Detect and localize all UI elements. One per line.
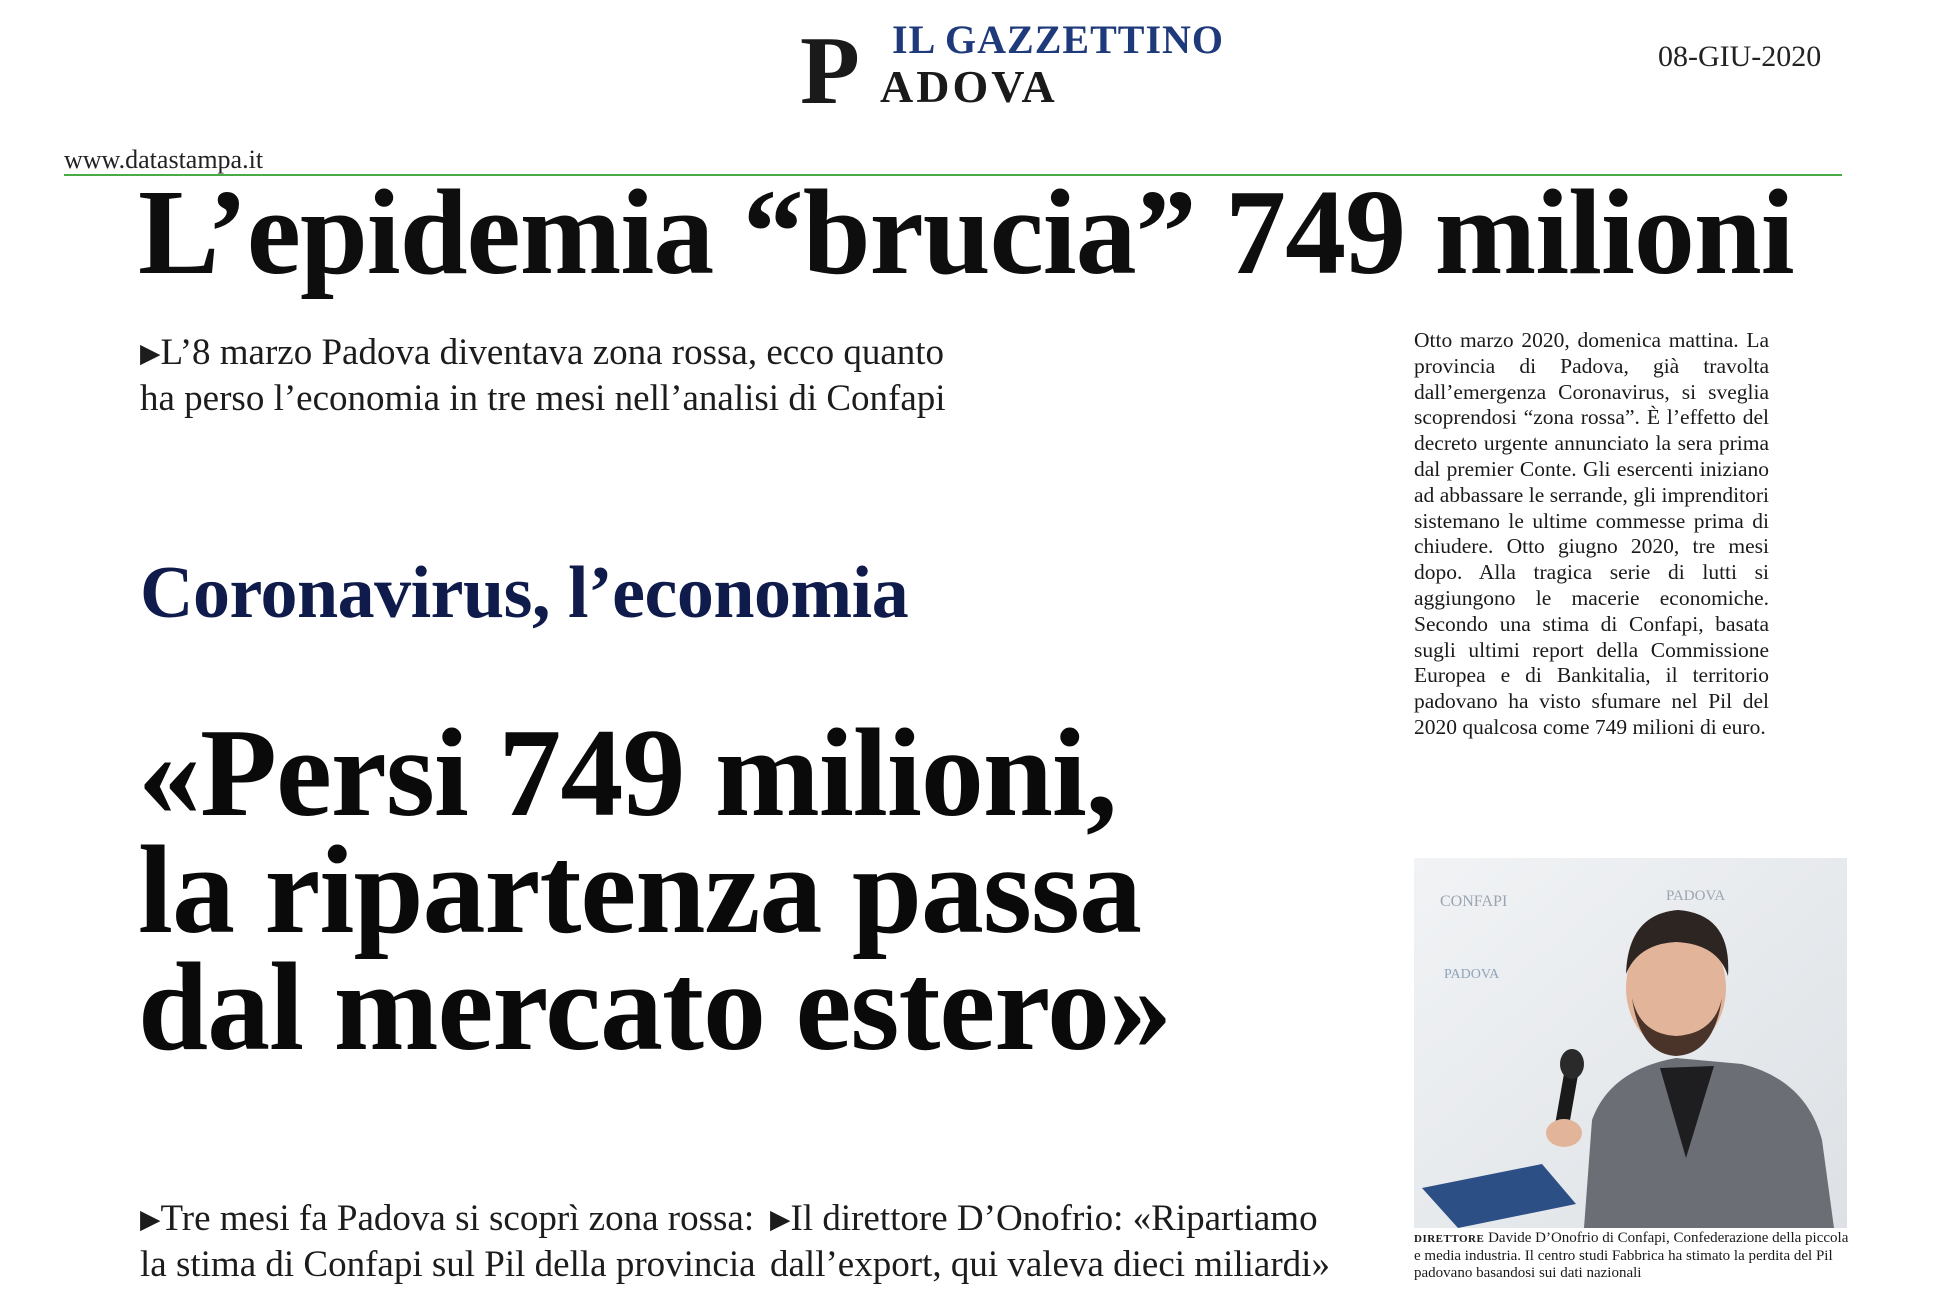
summary-line-2: ha perso l’economia in tre mesi nell’analisi di Confapi bbox=[140, 378, 946, 419]
bullet-1 bbox=[140, 1196, 756, 1288]
quote-line-3: dal mercato estero» bbox=[138, 938, 1171, 1077]
source-website: www.datastampa.it bbox=[64, 145, 264, 174]
bullet-1-line-2: la stima di Confapi sul Pil della provincia bbox=[140, 1244, 756, 1285]
summary bbox=[140, 330, 946, 422]
backdrop-text-3: PADOVA bbox=[1444, 967, 1500, 982]
photo-caption bbox=[1414, 1230, 1854, 1282]
masthead-title: IL GAZZETTINO bbox=[892, 17, 1225, 62]
bullet-1-line-1: Tre mesi fa Padova si scoprì zona rossa: bbox=[160, 1198, 755, 1239]
backdrop-text-2: PADOVA bbox=[1666, 888, 1726, 904]
caption-label: DIRETTORE bbox=[1414, 1233, 1485, 1245]
kicker: Coronavirus, l’economia bbox=[140, 552, 909, 634]
bullet-2-line-2: dall’export, qui valeva dieci miliardi» bbox=[770, 1244, 1330, 1285]
article-body: Otto marzo 2020, domenica mattina. La provincia di Padova, già travolta dall’emergenza Coronavirus, si sveglia scoprendosi “zona rossa”. È l’effetto del decreto urgente annunciato la sera prima dal premier Conte. Gli esercenti iniziano ad abbassare le serrande, gli imprenditori sistemano le ultime commesse prima di chiudere. Otto giugno 2020, tre mesi dopo. Alla tragica serie di lutti si aggiungono le macerie economiche. Secondo una stima di Confapi, basata sugli ultimi report della Commissione Europea e di Bankitalia, il territorio padovano ha visto sfumare nel Pil del 2020 qualcosa come 749 milioni di euro. bbox=[1414, 328, 1769, 739]
triangle-bullet-icon: ▶ bbox=[770, 1204, 791, 1234]
bullet-2 bbox=[770, 1196, 1330, 1288]
caption-text: Davide D’Onofrio di Confapi, Confederazione della piccola e media industria. Il centro studi Fabbrica ha stimato la perdita del Pil padovano basandosi sui dati nazionali bbox=[1414, 1230, 1849, 1281]
triangle-bullet-icon: ▶ bbox=[140, 338, 161, 368]
bullet-2-line-1: Il direttore D’Onofrio: «Ripartiamo bbox=[790, 1198, 1318, 1239]
triangle-bullet-icon: ▶ bbox=[140, 1204, 161, 1234]
publication-date: 08-GIU-2020 bbox=[1658, 40, 1822, 73]
photo-illustration bbox=[1414, 858, 1847, 1228]
masthead-letter: P bbox=[800, 17, 858, 125]
quote-line-1: «Persi 749 milioni, bbox=[138, 704, 1117, 843]
summary-line-1: L’8 marzo Padova diventava zona rossa, ecco quanto bbox=[160, 332, 945, 373]
headline: L’epidemia “brucia” 749 milioni bbox=[138, 165, 1794, 300]
masthead-city: ADOVA bbox=[880, 61, 1058, 112]
backdrop-text-1: CONFAPI bbox=[1440, 893, 1508, 910]
quote-line-2: la ripartenza passa bbox=[138, 821, 1141, 960]
quote-headline bbox=[138, 704, 1171, 1077]
article-photo bbox=[1414, 858, 1847, 1228]
